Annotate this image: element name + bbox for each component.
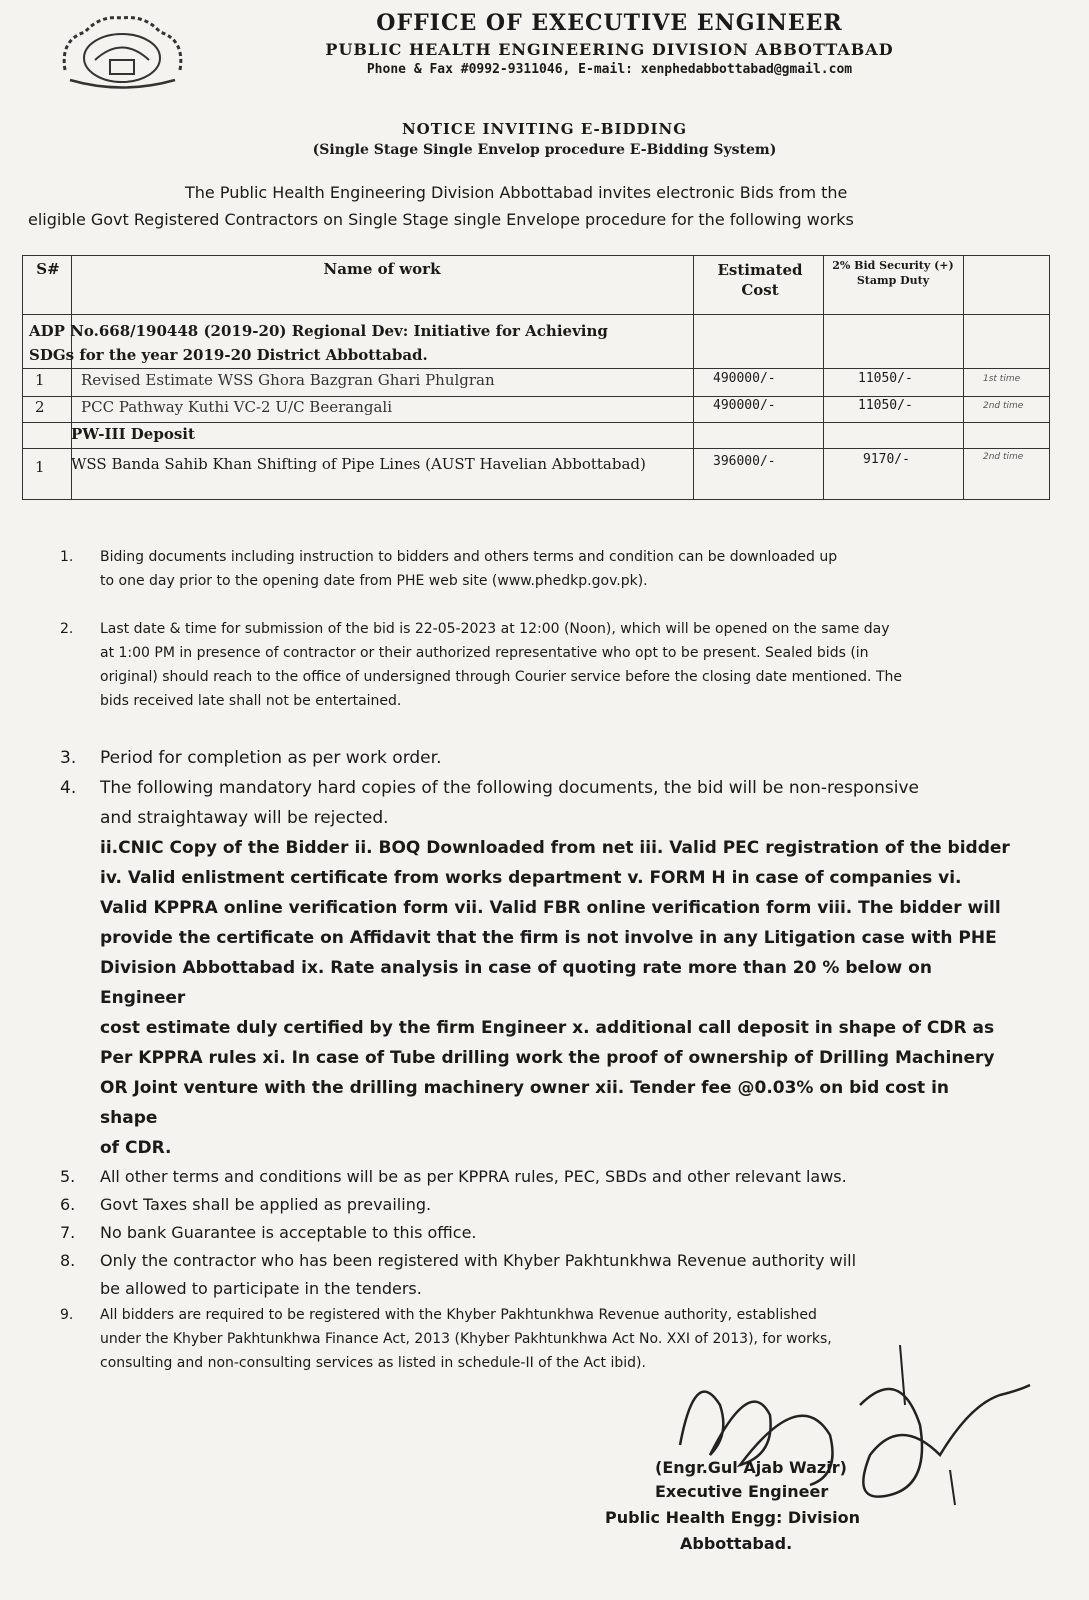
term-number: 5. xyxy=(60,1167,76,1186)
table-cell-cost: 396000/- xyxy=(713,454,776,469)
work-group-heading: PW-III Deposit xyxy=(71,425,195,443)
division-name: PUBLIC HEALTH ENGINEERING DIVISION ABBOTTABAD xyxy=(325,40,894,59)
term-number: 4. xyxy=(60,778,77,798)
contact-info: Phone & Fax #0992-9311046, E-mail: xenphedabbottabad@gmail.com xyxy=(366,62,853,77)
term-line: be allowed to participate in the tenders. xyxy=(100,1279,422,1298)
term-line: original) should reach to the office of undersigned through Courier service before the closing date mentioned. The xyxy=(100,669,902,685)
term-item xyxy=(60,743,1010,773)
table-cell-sno: 1 xyxy=(35,371,45,389)
table-cell-security: 11050/- xyxy=(858,398,913,413)
notice-subtitle: (Single Stage Single Envelop procedure E-Bidding System) xyxy=(312,142,777,158)
table-cell-sno: 1 xyxy=(35,458,45,476)
term-line: and straightaway will be rejected. xyxy=(100,808,389,828)
term-line: consulting and non-consulting services as listed in schedule-II of the Act ibid). xyxy=(100,1355,646,1371)
table-cell-security: 11050/- xyxy=(858,371,913,386)
signatory-name: (Engr.Gul Ajab Wazir) xyxy=(655,1458,847,1477)
office-title: OFFICE OF EXECUTIVE ENGINEER xyxy=(376,10,843,36)
term-number: 1. xyxy=(60,549,74,565)
term-item xyxy=(60,1247,1010,1303)
signatory-office: Public Health Engg: Division xyxy=(605,1508,860,1527)
signatory-city: Abbottabad. xyxy=(680,1534,793,1553)
term-line: iv. Valid enlistment certificate from works department v. FORM H in case of companies vi. xyxy=(100,868,962,888)
term-number: 8. xyxy=(60,1251,76,1270)
term-line: Only the contractor who has been registered with Khyber Pakhtunkhwa Revenue authority will xyxy=(100,1251,857,1270)
work-group-heading: ADP No.668/190448 (2019-20) Regional Dev: Initiative for Achieving SDGs for the year 2019-20 District Abbottabad. xyxy=(29,322,608,364)
table-cell-sno: 2 xyxy=(35,398,45,416)
term-line: OR Joint venture with the drilling machinery owner xii. Tender fee @0.03% on bid cost in shape xyxy=(100,1078,950,1128)
term-line: Govt Taxes shall be applied as prevailing. xyxy=(100,1195,432,1214)
handwritten-call-note: 2nd time xyxy=(983,452,1024,462)
term-line: at 1:00 PM in presence of contractor or their authorized representative who opt to be present. Sealed bids (in xyxy=(100,645,869,661)
term-line: Division Abbottabad ix. Rate analysis in case of quoting rate more than 20 % below on Engineer xyxy=(100,958,932,1008)
term-line: Per KPPRA rules xi. In case of Tube drilling work the proof of ownership of Drilling Machinery xyxy=(100,1048,995,1068)
term-item xyxy=(60,1191,1010,1219)
term-line: Biding documents including instruction to bidders and others terms and condition can be downloaded up xyxy=(100,549,838,565)
term-line: No bank Guarantee is acceptable to this office. xyxy=(100,1223,477,1242)
table-cell-name: PCC Pathway Kuthi VC-2 U/C Beerangali xyxy=(81,398,393,416)
column-header-sno: S# xyxy=(36,260,60,278)
table-cell-cost: 490000/- xyxy=(713,371,776,386)
bid-works-table xyxy=(22,255,1050,500)
term-line: ii.CNIC Copy of the Bidder ii. BOQ Downloaded from net iii. Valid PEC registration of the bidder xyxy=(100,838,1010,858)
term-number: 9. xyxy=(60,1307,74,1323)
column-header-name: Name of work xyxy=(323,260,441,278)
term-item xyxy=(60,1163,1010,1191)
term-line: under the Khyber Pakhtunkhwa Finance Act, 2013 (Khyber Pakhtunkhwa Act No. XXI of 2013), for works, xyxy=(100,1331,832,1347)
term-line: Valid KPPRA online verification form vii. Valid FBR online verification form viii. The bidder will xyxy=(100,898,1001,918)
term-line: All bidders are required to be registered with the Khyber Pakhtunkhwa Revenue authority, established xyxy=(100,1307,817,1323)
table-cell-name: WSS Banda Sahib Khan Shifting of Pipe Lines (AUST Havelian Abbottabad) xyxy=(71,455,646,473)
term-item xyxy=(60,545,1010,593)
table-cell-name: Revised Estimate WSS Ghora Bazgran Ghari Phulgran xyxy=(81,371,495,389)
signatory-designation: Executive Engineer xyxy=(655,1482,829,1501)
column-header-security: 2% Bid Security (+) Stamp Duty xyxy=(832,259,954,287)
term-number: 3. xyxy=(60,748,77,768)
handwritten-call-note: 2nd time xyxy=(983,401,1024,411)
term-item xyxy=(60,773,1010,1163)
term-line: provide the certificate on Affidavit that the firm is not involve in any Litigation case with PHE xyxy=(100,928,997,948)
term-number: 7. xyxy=(60,1223,76,1242)
term-line: Period for completion as per work order. xyxy=(100,748,442,768)
term-line: of CDR. xyxy=(100,1138,172,1158)
table-cell-cost: 490000/- xyxy=(713,398,776,413)
notice-title: NOTICE INVITING E-BIDDING xyxy=(401,120,688,138)
column-header-cost: Estimated Cost xyxy=(717,261,803,299)
handwritten-call-note: 1st time xyxy=(983,374,1021,384)
terms-and-conditions-list xyxy=(60,545,1010,1375)
term-number: 2. xyxy=(60,621,74,637)
term-line: bids received late shall not be entertained. xyxy=(100,693,402,709)
intro-paragraph-line: eligible Govt Registered Contractors on Single Stage single Envelope procedure for the following works xyxy=(28,210,854,229)
term-line: All other terms and conditions will be as per KPPRA rules, PEC, SBDs and other relevant laws. xyxy=(100,1167,847,1186)
term-item xyxy=(60,1219,1010,1247)
term-line: Last date & time for submission of the bid is 22-05-2023 at 12:00 (Noon), which will be opened on the same day xyxy=(100,621,890,637)
term-item xyxy=(60,617,1010,713)
term-line: to one day prior to the opening date from PHE web site (www.phedkp.gov.pk). xyxy=(100,573,648,589)
table-cell-security: 9170/- xyxy=(863,452,910,467)
term-line: cost estimate duly certified by the firm Engineer x. additional call deposit in shape of CDR as xyxy=(100,1018,995,1038)
intro-paragraph-line: The Public Health Engineering Division Abbottabad invites electronic Bids from the xyxy=(185,183,848,202)
term-line: The following mandatory hard copies of the following documents, the bid will be non-responsive xyxy=(100,778,919,798)
term-number: 6. xyxy=(60,1195,76,1214)
